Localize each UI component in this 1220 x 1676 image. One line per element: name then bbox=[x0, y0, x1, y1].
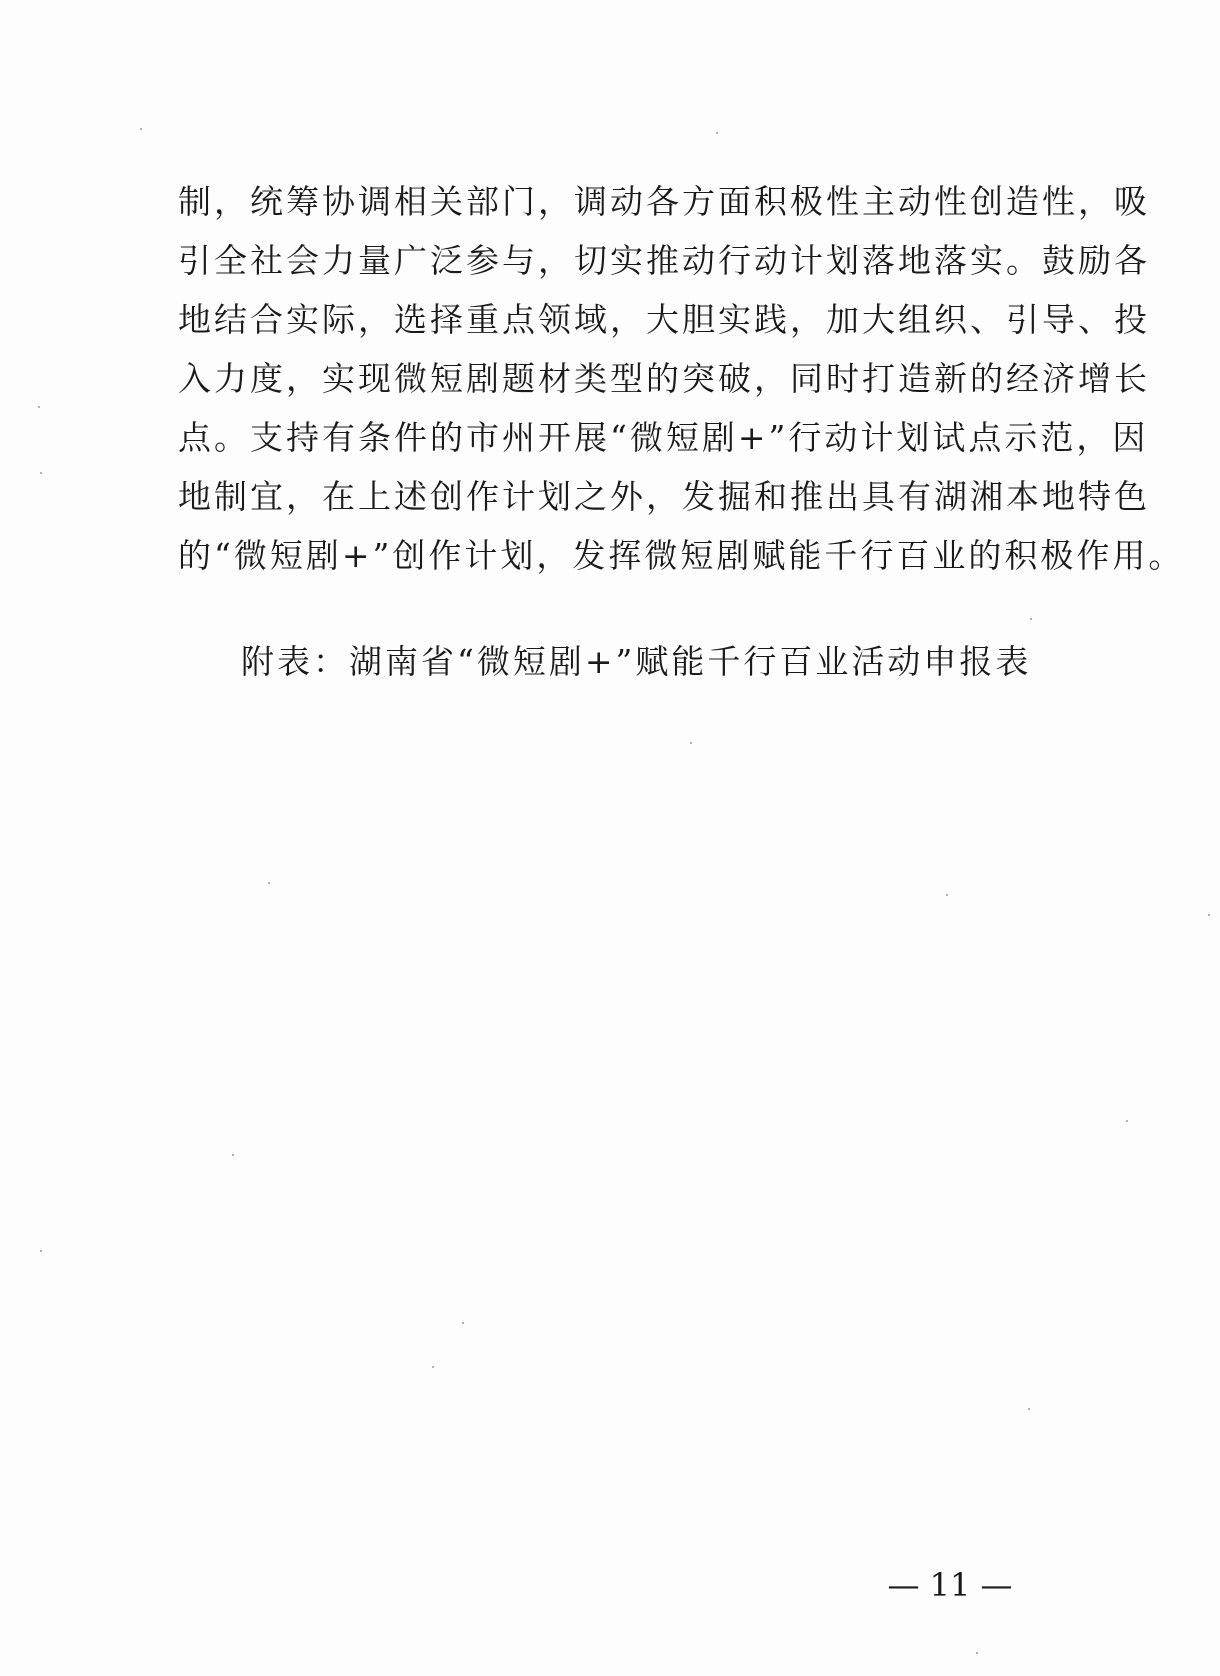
scan-speck bbox=[946, 894, 948, 896]
paragraph-line-2: 引全社会力量广泛参与，切实推动行动计划落地落实。鼓励各 bbox=[178, 241, 1150, 280]
scan-speck bbox=[462, 1322, 464, 1324]
scan-speck bbox=[1208, 914, 1210, 916]
scan-speck bbox=[1028, 1408, 1030, 1410]
scan-speck bbox=[1126, 1120, 1128, 1122]
paragraph-line-6: 地制宜，在上述创作计划之外，发掘和推出具有湖湘本地特色 bbox=[178, 477, 1150, 516]
scan-speck bbox=[140, 128, 142, 130]
scan-speck bbox=[690, 742, 692, 744]
scan-speck bbox=[40, 472, 42, 474]
paragraph-line-7: 的“微短剧+”创作计划，发挥微短剧赋能千行百业的积极作用。 bbox=[178, 536, 1185, 575]
paragraph-line-4: 入力度，实现微短剧题材类型的突破，同时打造新的经济增长 bbox=[178, 359, 1150, 398]
paragraph-line-1: 制，统筹协调相关部门，调动各方面积极性主动性创造性，吸 bbox=[178, 182, 1150, 221]
scan-speck bbox=[268, 882, 270, 884]
page-number: — 11 — bbox=[887, 1566, 1013, 1604]
attachment-reference: 附表：湖南省“微短剧+”赋能千行百业活动申报表 bbox=[241, 642, 1032, 681]
scan-speck bbox=[432, 1366, 434, 1368]
scan-speck bbox=[1030, 618, 1032, 620]
paragraph-line-3: 地结合实际，选择重点领域，大胆实践，加大组织、引导、投 bbox=[178, 300, 1150, 339]
paragraph-line-5: 点。支持有条件的市州开展“微短剧+”行动计划试点示范，因 bbox=[178, 418, 1149, 457]
scan-speck bbox=[38, 406, 40, 408]
scan-speck bbox=[976, 1652, 978, 1654]
scan-speck bbox=[40, 1250, 42, 1252]
scan-speck bbox=[716, 132, 718, 134]
scan-speck bbox=[232, 1154, 234, 1156]
